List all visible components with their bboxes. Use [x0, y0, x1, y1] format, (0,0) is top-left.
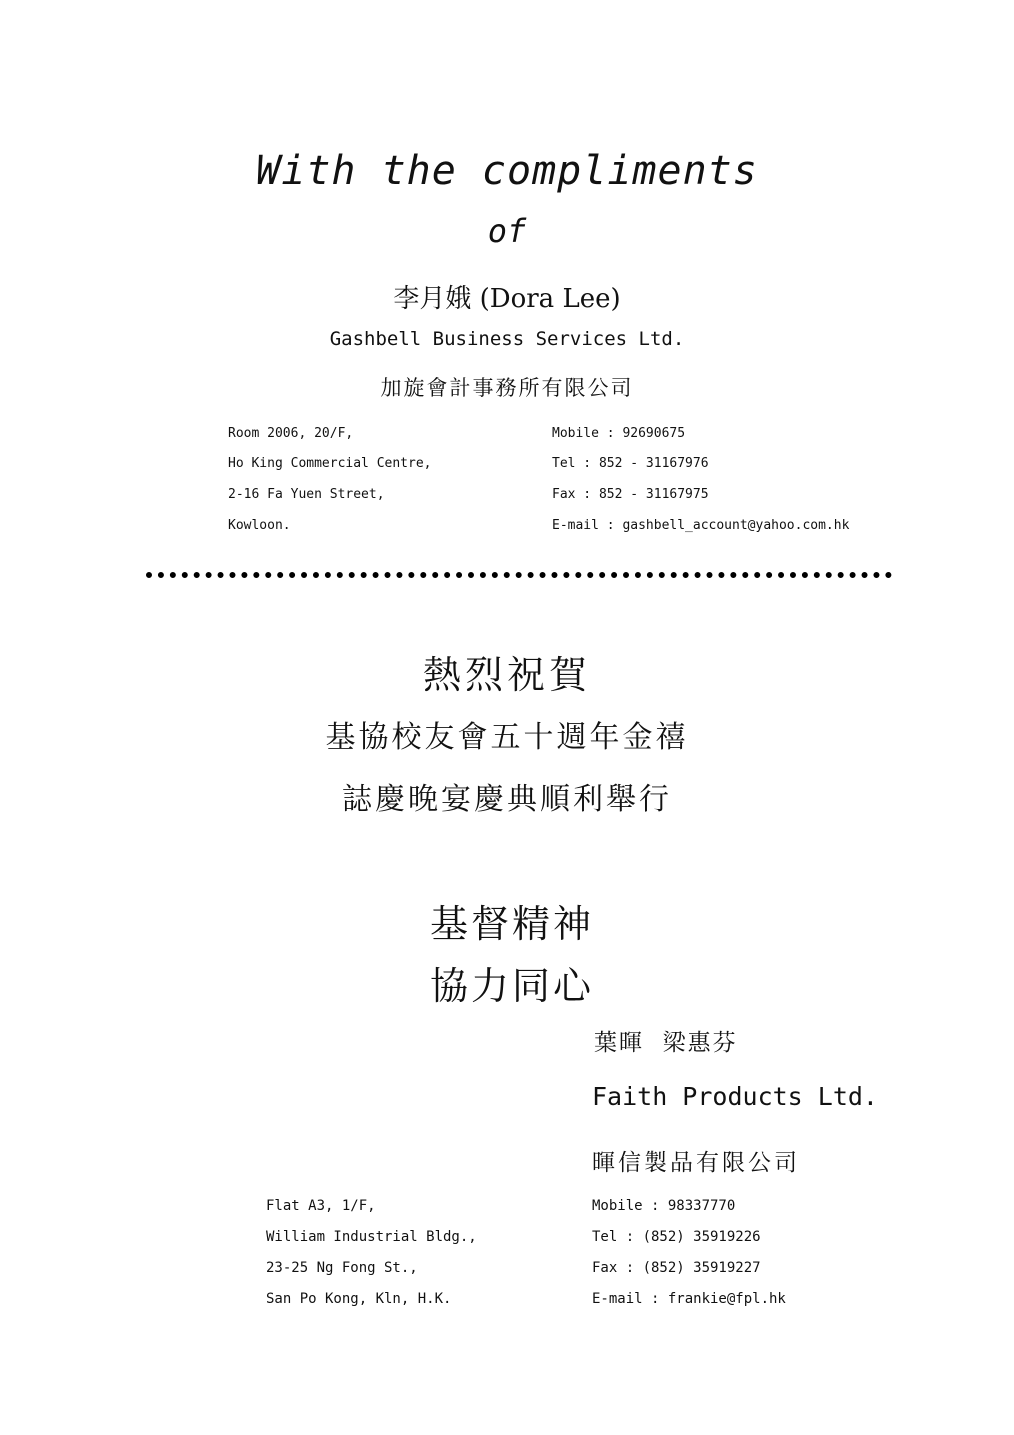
sender-fax: Fax : 852 - 31167975	[552, 487, 709, 502]
sender-mobile: Mobile : 92690675	[552, 426, 686, 441]
greeting-line-2: 誌慶晚宴慶典順利舉行	[342, 782, 672, 817]
sender-address-line: Ho King Commercial Centre,	[228, 456, 432, 471]
footer-company-zh: 暉信製品有限公司	[592, 1150, 800, 1176]
greeting-line-1: 基協校友會五十週年金禧	[325, 720, 689, 755]
sender-email: E-mail : gashbell_account@yahoo.com.hk	[552, 518, 850, 533]
motto-line-1: 基督精神	[430, 902, 595, 946]
sender-address-line: 2-16 Fa Yuen Street,	[228, 487, 385, 502]
footer-address-line: 23-25 Ng Fong St.,	[266, 1260, 418, 1276]
of-text: of	[487, 212, 527, 250]
sender-address-line: Room 2006, 20/F,	[228, 426, 354, 441]
footer-tel: Tel : (852) 35919226	[592, 1229, 761, 1245]
dotted-divider	[146, 572, 892, 578]
footer-address-line: San Po Kong, Kln, H.K.	[266, 1291, 452, 1307]
signers: 葉暉 梁惠芬	[594, 1030, 738, 1056]
sender-address-line: Kowloon.	[228, 518, 291, 533]
footer-mobile: Mobile : 98337770	[592, 1198, 736, 1214]
footer-email: E-mail : frankie@fpl.hk	[592, 1291, 786, 1307]
footer-fax: Fax : (852) 35919227	[592, 1260, 761, 1276]
sender-name: 李月娥 (Dora Lee)	[393, 284, 621, 314]
compliments-heading: With the compliments	[256, 148, 758, 194]
footer-address-line: William Industrial Bldg.,	[266, 1229, 477, 1245]
sender-company-en: Gashbell Business Services Ltd.	[329, 328, 685, 350]
sender-company-zh: 加旋會計事務所有限公司	[380, 376, 634, 400]
greeting-title: 熱烈祝賀	[422, 653, 591, 697]
sender-tel: Tel : 852 - 31167976	[552, 456, 709, 471]
footer-company-en: Faith Products Ltd.	[592, 1082, 878, 1111]
footer-address-line: Flat A3, 1/F,	[266, 1198, 376, 1214]
motto-line-2: 協力同心	[430, 964, 595, 1008]
